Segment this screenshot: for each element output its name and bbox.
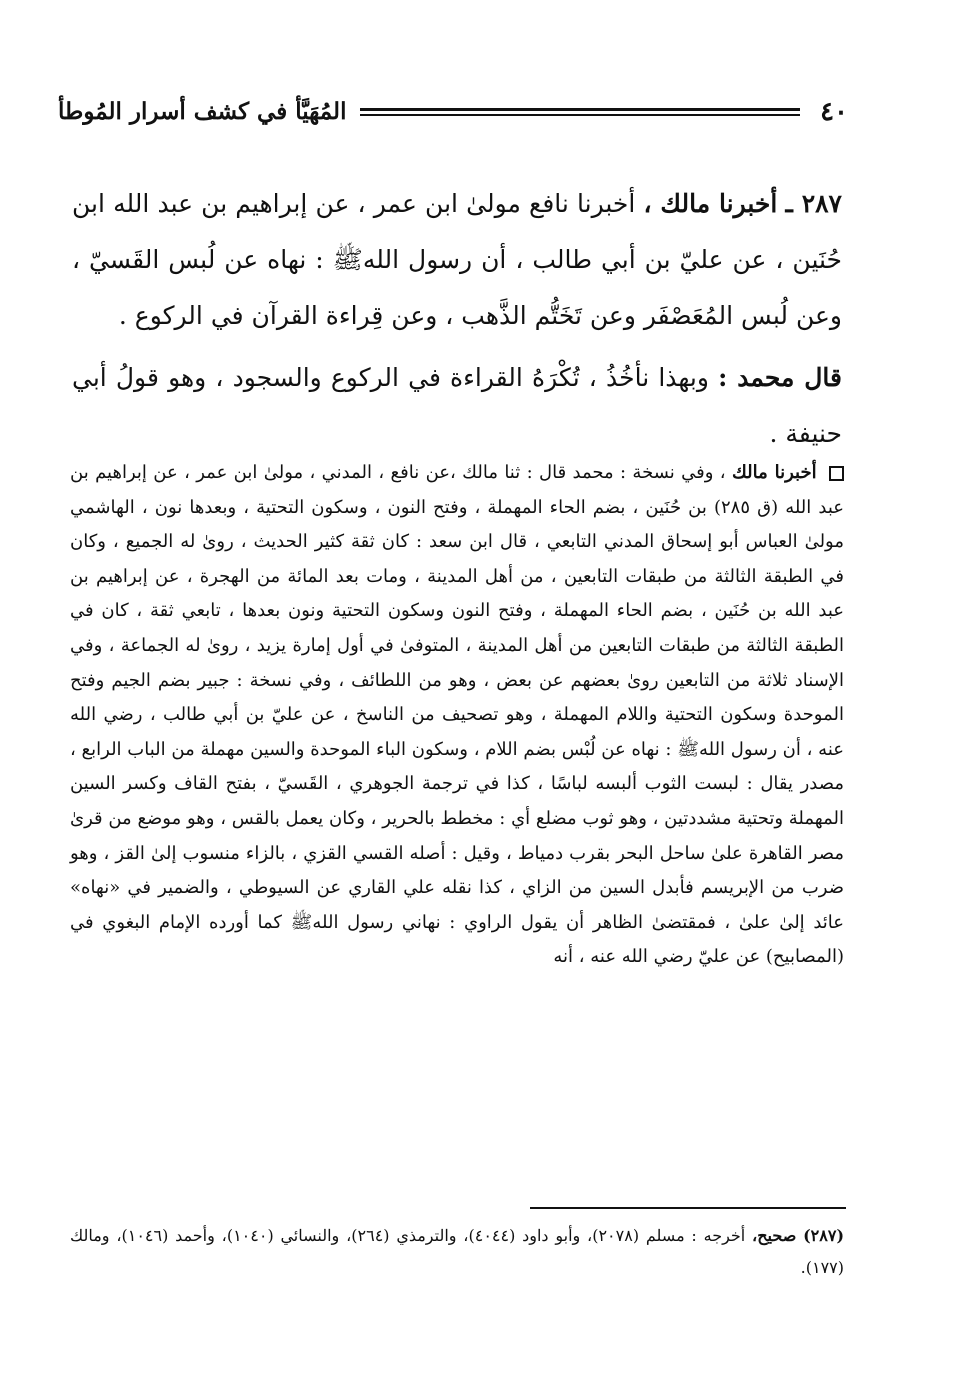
commentary-lead: أخبرنا مالك: [731, 462, 817, 483]
footnote-paragraph: [70, 1220, 844, 1284]
page-number: ٤٠: [820, 97, 848, 127]
muhammad-body: وبهذا نأخُذُ ، تُكْرَهُ القراءة في الركوع والسجود ، وهو قولُ أبي حنيفة .: [72, 363, 842, 448]
commentary: [70, 456, 844, 975]
footnote-number: (٢٨٧): [803, 1226, 845, 1245]
footnote: [70, 1220, 844, 1284]
header-rule: [360, 108, 800, 116]
muhammad-lead: قال محمد :: [718, 363, 842, 392]
footnote-separator: [530, 1207, 846, 1209]
hadith-paragraph: [72, 176, 842, 344]
hadith-narrator-lead: أخبرنا مالك ،: [643, 189, 778, 218]
hadith-number: ٢٨٧ ـ: [785, 189, 842, 218]
page-header: [58, 92, 848, 132]
hadith-text: [72, 176, 842, 462]
hadith-body: أخبرنا نافع مولىٰ ابن عمر ، عن إبراهيم بن عبد الله ابن حُنَين ، عن عليّ بن أبي طالب ، أن رسول اللهﷺ : نهاه عن لُبس القَسيّ ، وعن لُبس المُعَصْفَر وعن تَخَتُّم الذَّهب ، وعن قِراءة القرآن في الركوع .: [72, 189, 842, 330]
commentary-paragraph: [70, 456, 844, 975]
book-title: المُهَيَّأ في كشف أسرار المُوطأ: [58, 98, 347, 125]
box-marker-icon: [829, 466, 844, 481]
commentary-body: ، وفي نسخة : محمد قال : ثنا مالك ،عن نافع ، المدني ، مولىٰ ابن عمر ، عن إبراهيم بن عبد الله (ق ٢٨٥) بن حُنَين ، بضم الحاء المهملة ، وفتح النون ، وسكون التحتية ، وبعدها نون ، الهاشمي مولىٰ العباس أبو إسحاق المدني التابعي ، قال ابن سعد : كان ثقة كثير الحديث ، روىٰ له الجميع ، وكان في الطبقة الثالثة من طبقات التابعين ، من أهل المدينة ، ومات بعد المائة من الهجرة ، عن إبراهيم بن عبد الله بن حُنَين ، بضم الحاء المهملة ، وفتح النون وسكون التحتية ونون بعدها ، تابعي ثقة ، كان في الطبقة الثالثة من طبقات التابعين من أهل المدينة ، المتوفىٰ في أول إمارة يزيد ، روىٰ له الجماعة ، وفي الإسناد ثلاثة من التابعين روىٰ بعضهم عن بعض ، وهو من اللطائف ، وفي نسخة : جبير بضم الجيم وفتح الموحدة وسكون التحتية واللام المهملة ، وهو تصحيف من الناسخ ، عن عليّ بن أبي طالب ، رضي الله عنه ، أن رسول اللهﷺ : نهاه عن لُبْس بضم اللام ، وسكون الباء الموحدة والسين مهملة من الباب الرابع ، مصدر يقال : لبست الثوب ألبسه لباسًا ، كذا في ترجمة الجوهري ، القَسيّ ، بفتح القاف وكسر السين المهملة وتحتية مشددتين ، وهو ثوب مضلع أي : مخطط بالحرير ، وكان يعمل بالقس ، وهو موضع من قرىٰ مصر القاهرة علىٰ ساحل البحر بقرب دمياط ، وقيل : أصله القسي القزي ، بالزاء منسوب إلىٰ القز ، وهو ضرب من الإبريسم فأبدل السين من الزاي ، كذا نقله علي القاري عن السيوطي ، والضمير في «نهاه» عائد إلىٰ علىٰ ، فمقتضىٰ الظاهر أن يقول الراوي : نهاني رسول اللهﷺ كما أورده الإمام البغوي في (المصابيح) عن عليّ رضي الله عنه ، أنه: [70, 462, 845, 968]
footnote-grade: صحيح،: [752, 1226, 797, 1245]
footnote-body: أخرجه : مسلم (٢٠٧٨)، وأبو داود (٤٠٤٤)، والترمذي (٢٦٤)، والنسائي (١٠٤٠)، وأحمد (١٠٤٦)، ومالك (١٧٧).: [70, 1226, 844, 1277]
muhammad-paragraph: [72, 350, 842, 462]
